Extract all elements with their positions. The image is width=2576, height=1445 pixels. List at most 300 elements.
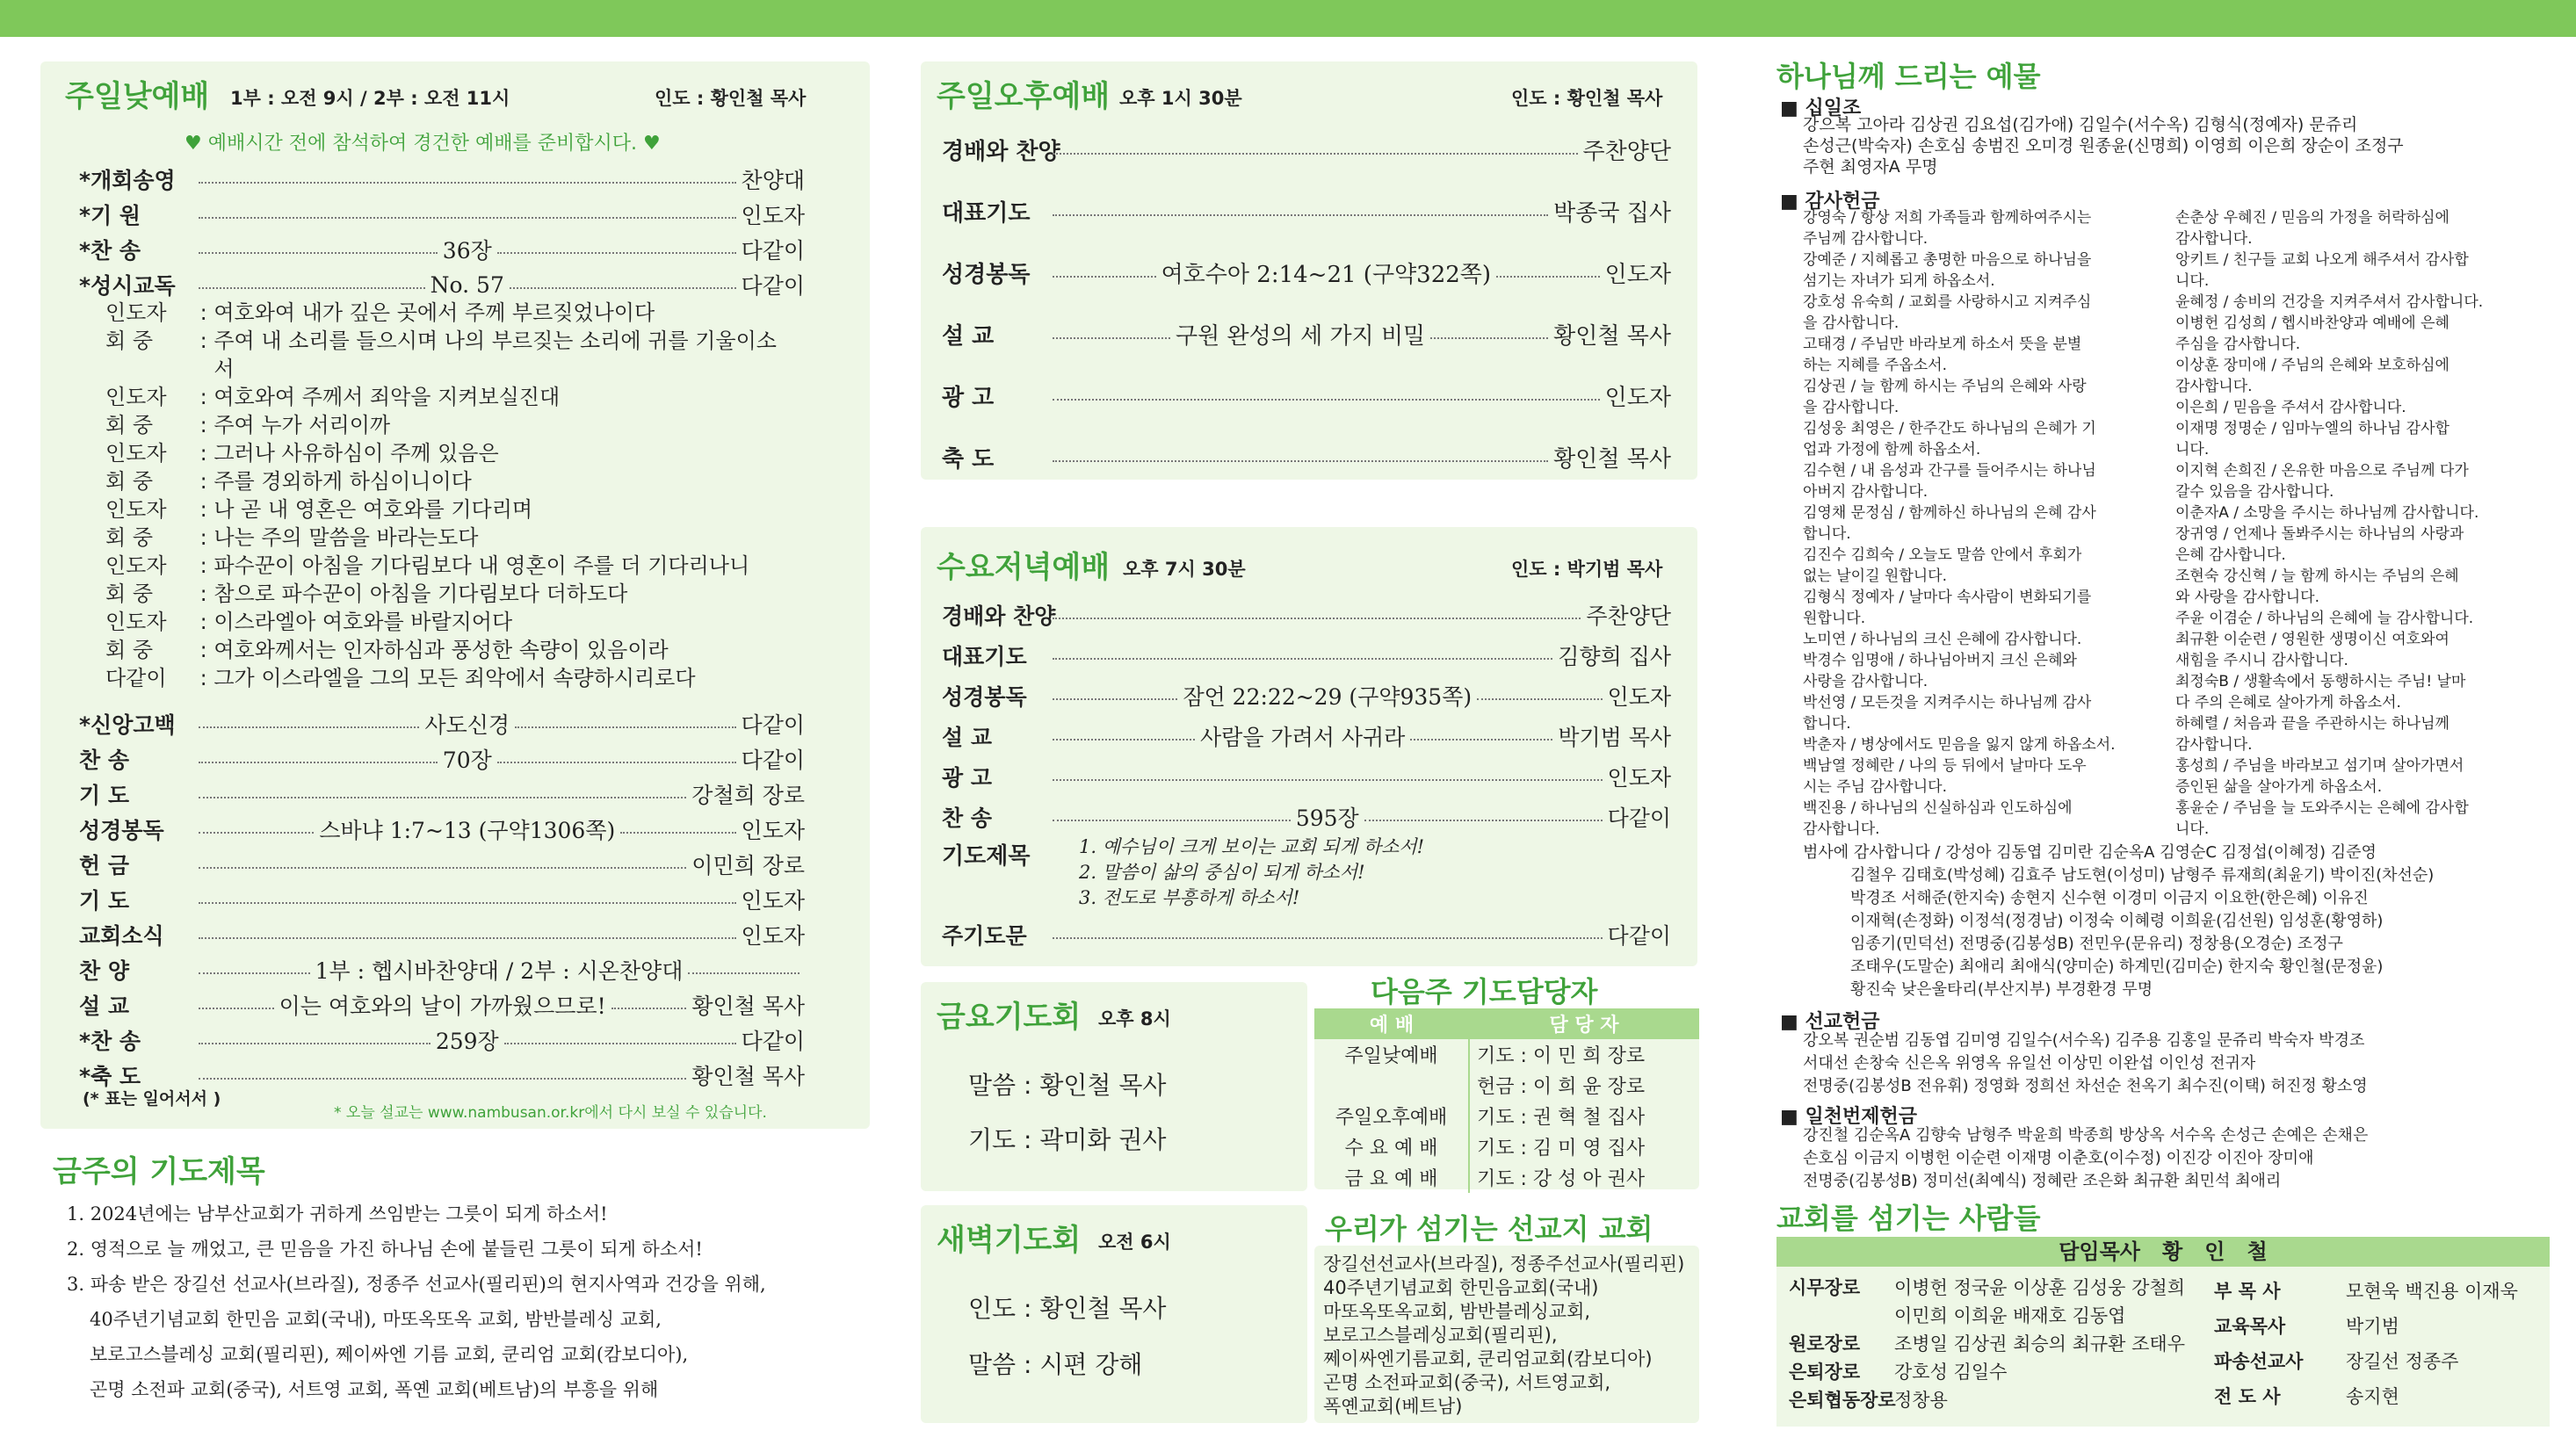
order-row: [79, 743, 805, 775]
order-label: 경배와 찬양: [942, 139, 1060, 165]
order-center: No. 57: [430, 271, 504, 298]
dot-leader: [199, 867, 686, 869]
order-right: 황인철 목사: [1553, 323, 1671, 350]
oneday-offering-heading: ■ 일천번제헌금: [1780, 1106, 1917, 1128]
text-line: 증인된 삶을 살아가게 하옵소서.: [2175, 778, 2383, 796]
order-row: [79, 849, 805, 880]
staff-row: [2214, 1379, 2518, 1414]
order-label: 기 도: [79, 888, 130, 914]
staff-right-list: [2214, 1274, 2518, 1414]
responsive-text: 그가 이스라엘을 그의 모든 죄악에서 속량하시리로다: [213, 666, 696, 690]
dot-leader: [1053, 214, 1548, 216]
text-line: 주현 최영자A 무명: [1803, 157, 1938, 177]
text-line: 강예준 / 지혜롭고 총명한 마음으로 하나님을: [1803, 251, 2092, 269]
dot-leader: [497, 252, 736, 254]
text-line: 최정숙B / 생활속에서 동행하시는 주님! 날마: [2175, 673, 2466, 690]
text-line: 을 감사합니다.: [1803, 399, 1899, 416]
text-line: 김영채 문정심 / 함께하신 하나님의 은혜 감사: [1803, 504, 2096, 522]
order-row: [79, 954, 805, 986]
dot-leader: [1053, 739, 1195, 741]
order-center: 1부 : 헵시바찬양대 / 2부 : 시온찬양대: [315, 958, 684, 984]
dot-leader: [497, 762, 736, 763]
text-line: 감사합니다.: [2175, 230, 2253, 248]
order-center: 구원 완성의 세 가지 비밀: [1175, 323, 1426, 350]
order-row: [942, 441, 1671, 473]
responsive-line: [105, 439, 852, 467]
dot-leader: [1496, 276, 1600, 278]
responsive-speaker: 인도자: [105, 300, 167, 325]
order-row: [79, 1024, 805, 1056]
order-row: [79, 163, 805, 195]
staff-row: [1789, 1386, 2185, 1414]
next-week-header-person: 담 당 자: [1549, 1015, 1619, 1037]
order-label: 설 교: [79, 993, 130, 1019]
dawn-title: 새벽기도회: [937, 1223, 1082, 1258]
next-week-service: 주일낮예배: [1314, 1039, 1469, 1070]
order-row: [79, 813, 805, 845]
text-line: 사랑을 감사합니다.: [1803, 673, 1928, 690]
staff-role: [1789, 1302, 1894, 1330]
text-line: 2. 말씀이 삶의 중심이 되게 하소서!: [1079, 862, 1365, 883]
text-line: 곤명 소전파 교회(중국), 서트영 교회, 폭옌 교회(베트남)의 부흥을 위해: [90, 1379, 659, 1400]
order-right: 주찬양단: [1582, 139, 1671, 165]
order-row: [79, 269, 805, 300]
order-label: 찬 송: [942, 806, 993, 831]
responsive-text: 여호와여 주께서 죄악을 지켜보실진대: [213, 385, 561, 409]
order-center: 595장: [1295, 806, 1359, 831]
dot-leader: [1053, 937, 1603, 939]
text-line: 강영숙 / 항상 저희 가족들과 함께하여주시는: [1803, 209, 2092, 227]
text-line: 고태경 / 주님만 바라보게 하소서 뜻을 분별: [1803, 336, 2082, 353]
responsive-line: [105, 524, 852, 552]
dot-leader: [199, 726, 419, 728]
mission-offering-list: [1803, 1030, 2368, 1098]
staff-row: [1789, 1330, 2185, 1358]
order-label: *성시교독: [79, 273, 176, 299]
responsive-line: [105, 299, 852, 327]
order-row: [942, 801, 1671, 833]
responsive-line: [105, 664, 852, 692]
order-label: 교회소식: [79, 923, 164, 949]
order-label: *신앙고백: [79, 712, 176, 738]
text-line: 니다.: [2175, 820, 2210, 838]
responsive-colon: :: [193, 610, 214, 634]
worship-notice: ♥ 예배시간 전에 참석하여 경건한 예배를 준비합시다. ♥: [185, 133, 661, 155]
dot-leader: [1053, 460, 1548, 462]
responsive-line: [105, 608, 852, 636]
text-line: 홍윤순 / 주님을 늘 도와주시는 은혜에 감사합: [2175, 799, 2469, 817]
order-right: 인도자: [1604, 262, 1671, 288]
text-line: 장길선선교사(브라질), 정종주선교사(필리핀): [1323, 1254, 1685, 1275]
responsive-text: 주를 경외하게 하심이니이다: [213, 469, 472, 494]
text-line: 이춘자A / 소망을 주시는 하나님께 감사합니다.: [2175, 504, 2479, 522]
text-line: 김성웅 최영은 / 한주간도 하나님의 은혜가 기: [1803, 420, 2096, 437]
responsive-text: 나는 주의 말씀을 바라는도다: [213, 525, 479, 550]
text-line: 홍성희 / 주님을 바라보고 섬기며 살아가면서: [2175, 757, 2464, 775]
text-line: 이은희 / 믿음을 주셔서 감사합니다.: [2175, 399, 2406, 416]
next-week-row: [1314, 1101, 1699, 1131]
order-label: 광 고: [942, 385, 995, 411]
dot-leader: [1477, 698, 1602, 700]
order-right: 김향희 집사: [1558, 644, 1671, 669]
responsive-text: 파수꾼이 아침을 기다림보다 내 영혼이 주를 더 기다리나니: [213, 553, 750, 578]
order-row: [79, 884, 805, 915]
text-line: 이상훈 장미애 / 주님의 은혜와 보호하심에: [2175, 357, 2449, 374]
text-line: 박경수 임명애 / 하나님아버지 크신 은혜와: [1803, 652, 2077, 669]
order-right: 황인철 목사: [1553, 446, 1671, 473]
text-line: 주윤 이겸순 / 하나님의 은혜에 늘 감사합니다.: [2175, 610, 2474, 627]
text-line: 은혜 감사합니다.: [2175, 546, 2286, 564]
text-line: 강진철 김순옥A 김향숙 남형주 박윤희 박종희 방상옥 서수옥 손성근 손예은 손채은: [1803, 1126, 2369, 1145]
text-line: 을 감사합니다.: [1803, 314, 1899, 332]
text-line: 이재명 정명순 / 임마누엘의 하나님 감사합: [2175, 420, 2449, 437]
responsive-line: [105, 495, 852, 524]
text-line: 니다.: [2175, 441, 2210, 459]
staff-names: 조병일 김상권 최승의 최규환 조태우: [1894, 1333, 2185, 1355]
order-label: 대표기도: [942, 644, 1027, 669]
dot-leader: [620, 832, 735, 834]
responsive-line: [105, 580, 852, 608]
responsive-reading: [105, 299, 852, 692]
responsive-text: 그러나 사유하심이 주께 있음은: [213, 441, 499, 466]
order-right: 다같이: [741, 712, 805, 738]
sunday-afternoon-leader: 인도 : 황인철 목사: [1511, 88, 1663, 109]
dot-leader: [504, 1043, 736, 1044]
order-row: [942, 195, 1671, 228]
text-line: 보로고스블레싱교회(필리핀),: [1323, 1325, 1558, 1346]
order-row: [942, 134, 1671, 166]
sunday-morning-title: 주일낮예배: [65, 79, 210, 114]
order-label: 축 도: [942, 446, 995, 473]
order-row: [79, 199, 805, 230]
text-line: 백남열 정혜란 / 나의 등 뒤에서 날마다 도우: [1803, 757, 2087, 775]
text-line: 다 주의 은혜로 살아가게 하옵소서.: [2175, 694, 2401, 712]
order-label: 찬 송: [79, 748, 130, 773]
next-week-duty: 기도 : 김 미 영 집사: [1477, 1138, 1646, 1160]
order-row: [79, 989, 805, 1021]
wednesday-leader: 인도 : 박기범 목사: [1511, 559, 1663, 580]
responsive-text: 나 곧 내 영혼은 여호와를 기다리며: [213, 497, 533, 522]
text-line: 40주년기념교회 한민음교회(국내): [1323, 1277, 1599, 1298]
dot-leader: [1410, 739, 1552, 741]
dot-leader: [199, 1008, 274, 1009]
text-line: 쩨이싸엔기름교회, 쿤리엄교회(캄보디아): [1323, 1348, 1653, 1369]
dot-leader: [199, 287, 425, 289]
text-line: 범사에 감사합니다 / 강성아 김동엽 김미란 김순옥A 김영순C 김정섭(이혜정) 김준영: [1803, 843, 2377, 862]
offerings-title: 하나님께 드리는 예물: [1776, 60, 2041, 93]
order-center: 36장: [442, 238, 492, 264]
responsive-text: 주여 내 소리를 들으시며 나의 부르짖는 소리에 귀를 기울이소서: [213, 329, 777, 381]
staff-role: 파송선교사: [2214, 1351, 2304, 1372]
next-week-duty: 기도 : 권 혁 철 집사: [1477, 1107, 1646, 1129]
text-line: 손호심 이금지 이병헌 이순련 이재명 이춘호(이수정) 이진강 이진아 장미애: [1803, 1149, 2314, 1167]
order-label: *찬 송: [79, 1029, 141, 1054]
text-line: 김상권 / 늘 함께 하시는 주님의 은혜와 사랑: [1803, 378, 2087, 395]
next-week-service: 금 요 예 배: [1314, 1162, 1469, 1193]
next-week-duty: 기도 : 이 민 희 장로: [1477, 1045, 1646, 1067]
sunday-afternoon-time: 오후 1시 30분: [1119, 88, 1242, 109]
order-center: 여호수아 2:14~21 (구약322쪽): [1161, 262, 1492, 288]
order-row: [942, 256, 1671, 289]
order-right: 박기범 목사: [1558, 725, 1672, 750]
next-week-service: 수 요 예 배: [1314, 1131, 1469, 1162]
dot-leader: [199, 972, 310, 974]
responsive-colon: :: [193, 582, 214, 606]
next-week-service: [1314, 1070, 1469, 1101]
order-label: 성경봉독: [942, 684, 1027, 710]
responsive-text: 주여 누가 서리이까: [213, 413, 391, 437]
order-right: 인도자: [741, 818, 805, 843]
order-label: *찬 송: [79, 238, 141, 264]
staff-names: 정창용: [1894, 1390, 1948, 1411]
text-line: 섬기는 자녀가 되게 하옵소서.: [1803, 272, 1995, 290]
text-line: 와 사랑을 감사합니다.: [2175, 589, 2320, 606]
responsive-line: [105, 552, 852, 580]
text-line: 임종기(민덕선) 전명중(김봉성B) 전민우(문유리) 정창용(오경순) 조정구: [1850, 935, 2343, 953]
thanks-left-list: [1803, 207, 2116, 840]
order-row: [942, 761, 1671, 792]
order-center: 이는 여호와의 날이 가까웠으므로!: [279, 993, 606, 1019]
text-line: 없는 날이길 원합니다.: [1803, 567, 1948, 585]
order-label: 경배와 찬양: [942, 603, 1056, 629]
staff-role: 부 목 사: [2214, 1281, 2281, 1302]
responsive-colon: :: [193, 666, 214, 690]
text-line: 주심을 감사합니다.: [2175, 336, 2301, 353]
staff-names: 송지현: [2346, 1386, 2399, 1407]
dot-leader: [1053, 820, 1291, 821]
tithe-list: [1803, 114, 2404, 177]
text-line: 박춘자 / 병상에서도 믿음을 잃지 않게 하옵소서.: [1803, 736, 2116, 754]
text-line: 앙키트 / 친구들 교회 나오게 해주셔서 감사합: [2175, 251, 2469, 269]
responsive-line: [105, 327, 852, 383]
text-line: 손성근(박숙자) 손호심 송범진 오미경 원종윤(신명희) 이영희 이은희 장순이 조정구: [1803, 136, 2404, 155]
text-line: 보로고스블레싱 교회(필리핀), 쩨이싸엔 기름 교회, 쿤리엄 교회(캄보디아),: [90, 1344, 689, 1365]
senior-pastor: 담임목사 황 인 철: [1776, 1237, 2550, 1267]
text-line: 3. 전도로 부흥하게 하소서!: [1079, 887, 1300, 908]
order-center: 스바냐 1:7~13 (구약1306쪽): [319, 818, 616, 843]
dot-leader: [199, 937, 736, 939]
wednesday-time: 오후 7시 30분: [1123, 559, 1246, 580]
order-label: 광 고: [942, 765, 993, 791]
responsive-colon: :: [193, 413, 214, 437]
oneday-offering-list: [1803, 1124, 2368, 1193]
order-label: *축 도: [79, 1064, 141, 1089]
next-week-duty: 기도 : 강 성 아 권사: [1477, 1168, 1646, 1190]
text-line: 새힘을 주시니 감사합니다.: [2175, 652, 2348, 669]
text-line: 김진수 김희숙 / 오늘도 말씀 안에서 후회가: [1803, 546, 2082, 564]
order-row: [942, 379, 1671, 412]
responsive-text: 이스라엘아 여호와를 바랄지어다: [213, 610, 513, 634]
text-line: 황진숙 낮은울타리(부산지부) 부경환경 무명: [1850, 980, 2153, 999]
text-line: 이지혁 손희진 / 온유한 마음으로 주님께 다가: [2175, 462, 2469, 480]
next-week-box: [1314, 1008, 1699, 1189]
prayer-topics-list: [67, 1196, 766, 1407]
responsive-colon: :: [193, 300, 214, 325]
text-line: 전명중(김봉성B) 정미선(최예식) 정혜란 조은화 최규환 최민석 최애리: [1803, 1172, 2282, 1190]
prayer-topics-title: 금주의 기도제목: [53, 1154, 265, 1189]
responsive-line: [105, 383, 852, 411]
missions-list: [1323, 1253, 1684, 1419]
order-right: 인도자: [1607, 684, 1672, 710]
text-line: 박선영 / 모든것을 지켜주시는 하나님께 감사: [1803, 694, 2092, 712]
dot-leader: [1053, 658, 1552, 660]
order-label: 성경봉독: [942, 262, 1031, 288]
order-center: 259장: [435, 1029, 499, 1054]
text-line: 강으복 고아라 김상권 김요섭(김가애) 김일수(서수옥) 김형식(정예자) 문쥬리: [1803, 115, 2358, 134]
responsive-text: 참으로 파수꾼이 아침을 기다림보다 더하도다: [213, 582, 628, 606]
text-line: 최규환 이순련 / 영원한 생명이신 여호와여: [2175, 631, 2449, 648]
text-line: 니다.: [2175, 272, 2210, 290]
text-line: 백진용 / 하나님의 신실하심과 인도하심에: [1803, 799, 2073, 817]
order-right: 인도자: [1607, 765, 1671, 791]
text-line: 3. 파송 받은 장길선 선교사(브라질), 정종주 선교사(필리핀)의 현지사역과 건강을 위해,: [67, 1274, 766, 1295]
next-week-row: [1314, 1131, 1699, 1162]
responsive-colon: :: [193, 469, 214, 494]
dot-leader: [1053, 153, 1578, 155]
dot-leader: [199, 797, 686, 798]
next-week-service: 주일오후예배: [1314, 1101, 1469, 1131]
responsive-colon: :: [193, 525, 214, 550]
sunday-morning-leader: 인도 : 황인철 목사: [655, 88, 807, 109]
text-line: 박경조 서해준(한지숙) 송현지 신수현 이경미 이금지 이요한(한은혜) 이유진: [1850, 889, 2369, 907]
responsive-colon: :: [193, 329, 214, 353]
text-line: 마또옥또옥교회, 밤반블레싱교회,: [1323, 1301, 1591, 1322]
order-label: 성경봉독: [79, 818, 164, 843]
order-right: 찬양대: [741, 168, 805, 193]
thanks-tail-list: [1803, 842, 2434, 1001]
order-row: [942, 919, 1671, 950]
thanks-right-list: [2175, 207, 2483, 840]
staff-role: 은퇴장로: [1789, 1362, 1861, 1383]
order-label: 설 교: [942, 725, 993, 750]
order-label: 기 도: [79, 783, 130, 808]
order-right: 주찬양단: [1586, 603, 1671, 629]
dot-leader: [1053, 337, 1170, 339]
text-line: 합니다.: [1803, 525, 1851, 543]
text-line: 하는 지혜를 주옵소서.: [1803, 357, 1948, 374]
staff-row: [2214, 1344, 2518, 1379]
responsive-speaker: 인도자: [105, 553, 167, 578]
staff-role: 전 도 사: [2214, 1386, 2281, 1407]
text-line: 원합니다.: [1803, 610, 1866, 627]
order-label: 주기도문: [942, 923, 1027, 949]
next-week-duty: 헌금 : 이 희 윤 장로: [1477, 1076, 1646, 1098]
sunday-morning-times: 1부 : 오전 9시 / 2부 : 오전 11시: [230, 88, 510, 109]
responsive-speaker: 회 중: [105, 469, 153, 494]
staff-names: 강호성 김일수: [1894, 1362, 2008, 1383]
text-line: 아버지 감사합니다.: [1803, 483, 1928, 501]
order-label: 헌 금: [79, 853, 130, 878]
next-week-title: 다음주 기도담당자: [1371, 975, 1598, 1008]
dawn-time: 오전 6시: [1098, 1232, 1171, 1253]
responsive-colon: :: [193, 385, 214, 409]
text-line: 시는 주님 감사합니다.: [1803, 778, 1948, 796]
staff-role: 시무장로: [1789, 1277, 1861, 1298]
dot-leader: [199, 762, 438, 763]
text-line: 주님께 감사합니다.: [1803, 230, 1928, 248]
next-week-table: [1314, 1008, 1699, 1193]
website-note[interactable]: * 오늘 설교는 www.nambusan.or.kr에서 다시 보실 수 있습니다.: [334, 1104, 767, 1122]
text-line: 감사합니다.: [1803, 820, 1880, 838]
staff-names: 모현욱 백진용 이재욱: [2346, 1281, 2518, 1302]
order-label: *개회송영: [79, 168, 176, 193]
staff-row: [1789, 1358, 2185, 1386]
responsive-speaker: 인도자: [105, 441, 167, 466]
order-label: 대표기도: [942, 200, 1031, 227]
staff-left-list: [1789, 1274, 2185, 1414]
dot-leader: [199, 902, 736, 904]
text-line: 김수현 / 내 음성과 간구를 들어주시는 하나님: [1803, 462, 2096, 480]
order-center: 잠언 22:22~29 (구약935쪽): [1183, 684, 1473, 710]
order-center: 사도신경: [424, 712, 510, 738]
text-line: 이병헌 김성희 / 헵시바찬양과 예배에 은혜: [2175, 314, 2449, 332]
dot-leader: [1053, 618, 1581, 619]
dot-leader: [1053, 399, 1600, 401]
dot-leader: [515, 726, 735, 728]
responsive-colon: :: [193, 497, 214, 522]
text-line: 감사합니다.: [2175, 378, 2253, 395]
responsive-colon: :: [193, 441, 214, 466]
text-line: 김형식 정예자 / 날마다 속사람이 변화되기를: [1803, 589, 2092, 606]
dot-leader: [1430, 337, 1548, 339]
text-line: 윤혜정 / 송비의 건강을 지켜주셔서 감사합니다.: [2175, 293, 2484, 311]
responsive-speaker: 인도자: [105, 610, 167, 634]
thanks-heading: ■ 감사헌금: [1780, 191, 1880, 213]
order-label: 찬 양: [79, 958, 130, 984]
text-line: 서대선 손창숙 신은옥 위영옥 유일선 이상민 이완섭 이인성 전귀자: [1803, 1054, 2256, 1073]
order-right: 인도자: [1604, 385, 1671, 411]
responsive-line: [105, 636, 852, 664]
staff-names: 장길선 정종주: [2346, 1351, 2459, 1372]
staff-role: 은퇴협동장로: [1789, 1390, 1896, 1411]
dot-leader: [199, 252, 438, 254]
text-line: 1. 2024년에는 남부산교회가 귀하게 쓰임받는 그릇이 되게 하소서!: [67, 1203, 608, 1225]
friday-title: 금요기도회: [937, 1000, 1082, 1035]
text-line: 합니다.: [1803, 715, 1851, 733]
text-line: 폭옌교회(베트남): [1323, 1396, 1463, 1417]
text-line: 2. 영적으로 늘 깨었고, 큰 믿음을 가진 하나님 손에 붙들린 그릇이 되게 하소서!: [67, 1239, 703, 1260]
text-line: 손춘상 우혜진 / 믿음의 가정을 허락하심에: [2175, 209, 2449, 227]
next-week-row: [1314, 1162, 1699, 1193]
text-line: 노미연 / 하나님의 크신 은혜에 감사합니다.: [1803, 631, 2082, 648]
dot-leader: [611, 1008, 687, 1009]
order-row: [79, 919, 805, 950]
responsive-speaker: 인도자: [105, 385, 167, 409]
missions-title: 우리가 섬기는 선교지 교회: [1325, 1212, 1653, 1246]
next-week-header-service: 예 배: [1369, 1015, 1415, 1037]
order-row: [942, 680, 1671, 712]
order-right: 인도자: [741, 888, 805, 914]
dawn-leader: 인도 : 황인철 목사: [968, 1294, 1167, 1323]
order-right: 다같이: [1607, 806, 1672, 831]
text-line: 감사합니다.: [2175, 736, 2253, 754]
responsive-speaker: 회 중: [105, 525, 153, 550]
responsive-line: [105, 467, 852, 495]
friday-sermon: 말씀 : 황인철 목사: [968, 1071, 1167, 1100]
staff-title: 교회를 섬기는 사람들: [1776, 1202, 2041, 1235]
staff-row: [1789, 1302, 2185, 1330]
staff-names: 이민희 이희윤 배재호 김동엽: [1894, 1305, 2126, 1326]
order-row: [79, 708, 805, 740]
dot-leader: [1364, 820, 1603, 821]
dot-leader: [199, 1043, 431, 1044]
text-line: 이재혁(손정화) 이정석(정경남) 이정숙 이혜령 이희윤(김선원) 임성훈(황영하): [1850, 912, 2384, 930]
order-center: 사람을 가려서 사귀라: [1200, 725, 1406, 750]
dawn-sermon: 말씀 : 시편 강해: [968, 1350, 1143, 1379]
order-row: [942, 639, 1671, 671]
dot-leader: [199, 217, 736, 219]
responsive-text: 여호와께서는 인자하심과 풍성한 속량이 있음이라: [213, 638, 669, 662]
